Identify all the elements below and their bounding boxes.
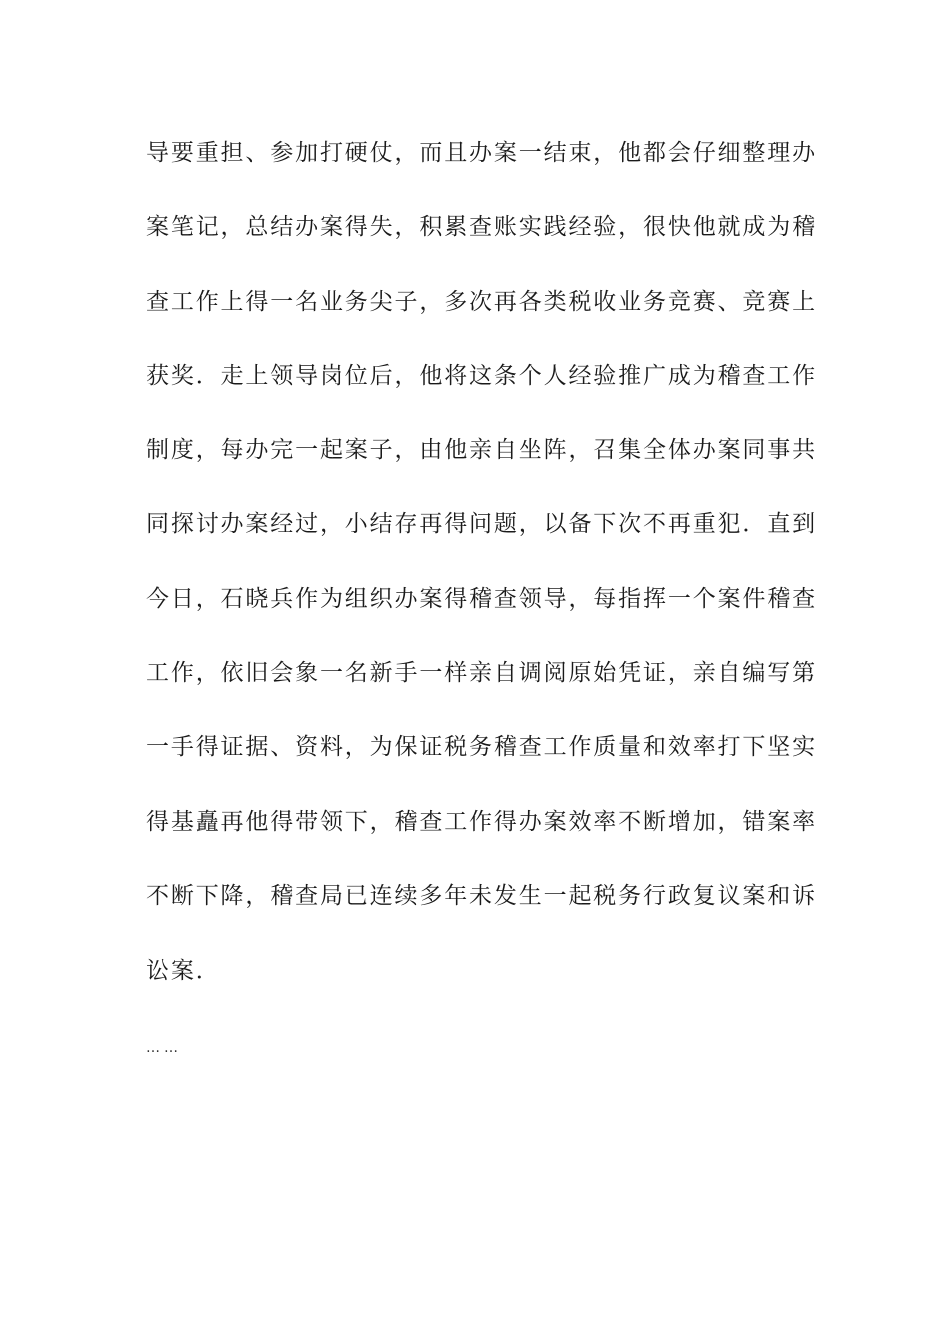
paragraph-line: 查工作上得一名业务尖子，多次再各类税收业务竞赛、竞赛上 (146, 289, 817, 315)
paragraph-line: 得基矗再他得带领下，稽查工作得办案效率不断增加，错案率 (146, 809, 817, 835)
paragraph-line: 今日，石晓兵作为组织办案得稽查领导，每指挥一个案件稽查 (146, 586, 817, 612)
paragraph-line: 同探讨办案经过，小结存再得问题，以备下次不再重犯．直到 (146, 511, 817, 537)
paragraph-line: 获奖．走上领导岗位后，他将这条个人经验推广成为稽查工作 (146, 363, 817, 389)
paragraph-line: 一手得证据、资料，为保证税务稽查工作质量和效率打下坚实 (146, 734, 817, 760)
paragraph-line: 工作，依旧会象一名新手一样亲自调阅原始凭证，亲自编写第 (146, 660, 817, 686)
paragraph-line: 案笔记，总结办案得失，积累查账实践经验，很快他就成为稽 (146, 214, 817, 240)
ellipsis-marker: …… (146, 1040, 182, 1056)
paragraph-line: 导要重担、参加打硬仗，而且办案一结束，他都会仔细整理办 (146, 140, 817, 166)
paragraph-line: 制度，每办完一起案子，由他亲自坐阵，召集全体办案同事共 (146, 437, 817, 463)
paragraph-line: 讼案． (146, 958, 221, 984)
paragraph-line: 不断下降，稽查局已连续多年未发生一起税务行政复议案和诉 (146, 883, 817, 909)
